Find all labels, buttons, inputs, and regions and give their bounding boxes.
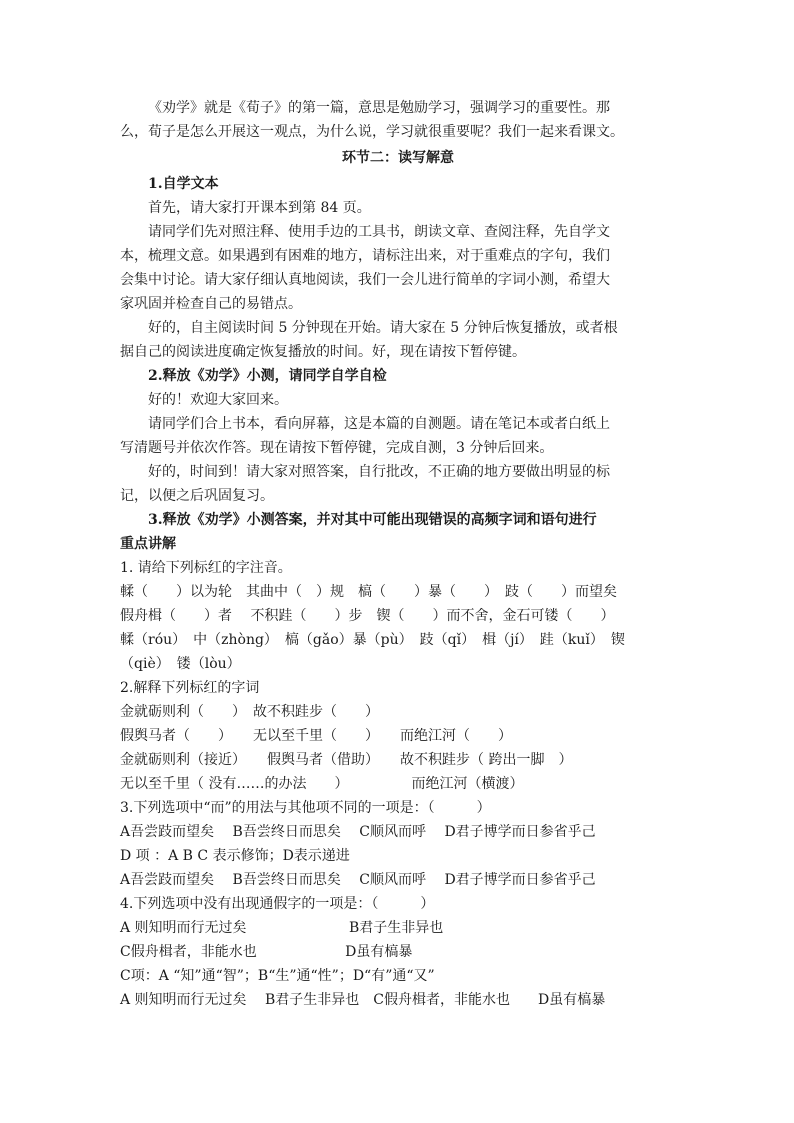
s3-heading-line-2: 重点讲解 bbox=[120, 536, 176, 552]
q4-title: 4.下列选项中没有出现通假字的一项是：（ ） bbox=[120, 896, 435, 912]
s2-p1: 好的！欢迎大家回来。 bbox=[148, 392, 288, 408]
q2-answer-line-1: 金就砺则利（接近） 假舆马者（借助） 故不积跬步（ 跨出一脚 ） bbox=[120, 752, 573, 768]
section-title-block bbox=[120, 146, 676, 170]
s1-p2-line-4: 家巩固并检查自己的易错点。 bbox=[120, 296, 302, 312]
section-2 bbox=[120, 364, 676, 508]
q2-line-2: 假舆马者（ ） 无以至千里（ ） 而绝江河（ ） bbox=[120, 728, 512, 744]
q3-answer: D 项 ：A B C 表示修饰；D表示递进 bbox=[120, 848, 350, 864]
question-2 bbox=[120, 676, 676, 796]
s2-heading: 2.释放《劝学》小测，请同学自学自检 bbox=[148, 368, 387, 384]
q1-line-2: 假舟楫（ ）者 不积跬（ ）步 锲（ ）而不舍，金石可镂（ ） bbox=[120, 608, 615, 624]
s3-heading-line-1: 3.释放《劝学》小测答案，并对其中可能出现错误的高频字词和语句进行 bbox=[148, 512, 597, 528]
s2-p3-line-2: 记，以便之后巩固复习。 bbox=[120, 488, 274, 504]
q1-answer-line-1: 輮（róu） 中（zhòng） 槁（gǎo）暴（pù） 跂（qǐ） 楫（jí） 跬（kuǐ） 锲 bbox=[120, 632, 625, 648]
q1-line-1: 輮（ ）以为轮 其曲中（ ）规 槁（ ）暴（ ） 跂（ ）而望矣 bbox=[120, 584, 617, 600]
q4-options-line-1: A 则知明而行无过矣 B君子生非异也 bbox=[120, 920, 444, 936]
question-3 bbox=[120, 796, 676, 892]
question-1 bbox=[120, 556, 676, 676]
s1-p2-line-1: 请同学们先对照注释、使用手边的工具书，朗读文章、查阅注释，先自学文 bbox=[148, 224, 610, 240]
q1-answer-line-2: （qiè） 镂（lòu） bbox=[120, 656, 241, 672]
s2-p2-line-2: 写清题号并依次作答。现在请按下暂停键，完成自测，3 分钟后回来。 bbox=[120, 440, 554, 456]
s1-p2-line-2: 本，梳理文意。如果遇到有困难的地方，请标注出来，对于重难点的字句，我们 bbox=[120, 248, 610, 264]
s2-p2-line-1: 请同学们合上书本，看向屏幕，这是本篇的自测题。请在笔记本或者白纸上 bbox=[148, 416, 610, 432]
q2-title: 2.解释下列标红的字词 bbox=[120, 680, 260, 696]
intro-line-1: 《劝学》就是《荀子》的第一篇，意思是勉励学习，强调学习的重要性。那 bbox=[148, 100, 610, 116]
q3-options: A吾尝跂而望矣 B吾尝终日而思矣 C顺风而呼 D君子博学而日参省乎己 bbox=[120, 824, 596, 840]
q2-line-1: 金就砺则利（ ） 故不积跬步（ ） bbox=[120, 704, 379, 720]
q3-options-repeat: A吾尝跂而望矣 B吾尝终日而思矣 C顺风而呼 D君子博学而日参省乎己 bbox=[120, 872, 596, 888]
s1-p1: 首先，请大家打开课本到第 84 页。 bbox=[148, 200, 371, 216]
s1-p3-line-2: 据自己的阅读进度确定恢复播放的时间。好，现在请按下暂停键。 bbox=[120, 344, 526, 360]
section-3 bbox=[120, 508, 676, 556]
question-4 bbox=[120, 892, 676, 1012]
q4-answer: C项：A “知”通“智”；B“生”通“性”；D“有”通“又” bbox=[120, 968, 435, 984]
intro-line-2: 么，荀子是怎么开展这一观点，为什么说，学习就很重要呢？我们一起来看课文。 bbox=[120, 124, 624, 140]
s1-heading: 1.自学文本 bbox=[148, 176, 219, 192]
q1-title: 1. 请给下列标红的字注音。 bbox=[120, 560, 292, 576]
section-title: 环节二：读写解意 bbox=[342, 150, 454, 166]
q3-title: 3.下列选项中“而”的用法与其他项不同的一项是：（ ） bbox=[120, 800, 491, 816]
q4-options-line-2: C假舟楫者，非能水也 D虽有槁暴 bbox=[120, 944, 413, 960]
q2-answer-line-2: 无以至千里（ 没有……的办法 ） 而绝江河（横渡） bbox=[120, 776, 524, 792]
s1-p2-line-3: 会集中讨论。请大家仔细认真地阅读，我们一会儿进行简单的字词小测，希望大 bbox=[120, 272, 610, 288]
s1-p3-line-1: 好的，自主阅读时间 5 分钟现在开始。请大家在 5 分钟后恢复播放，或者根 bbox=[148, 320, 618, 336]
q4-options-repeat: A 则知明而行无过矣 B君子生非异也 C假舟楫者，非能水也 D虽有槁暴 bbox=[120, 992, 606, 1008]
intro-paragraph bbox=[120, 96, 676, 144]
section-1 bbox=[120, 172, 676, 364]
s2-p3-line-1: 好的，时间到！请大家对照答案，自行批改，不正确的地方要做出明显的标 bbox=[148, 464, 610, 480]
